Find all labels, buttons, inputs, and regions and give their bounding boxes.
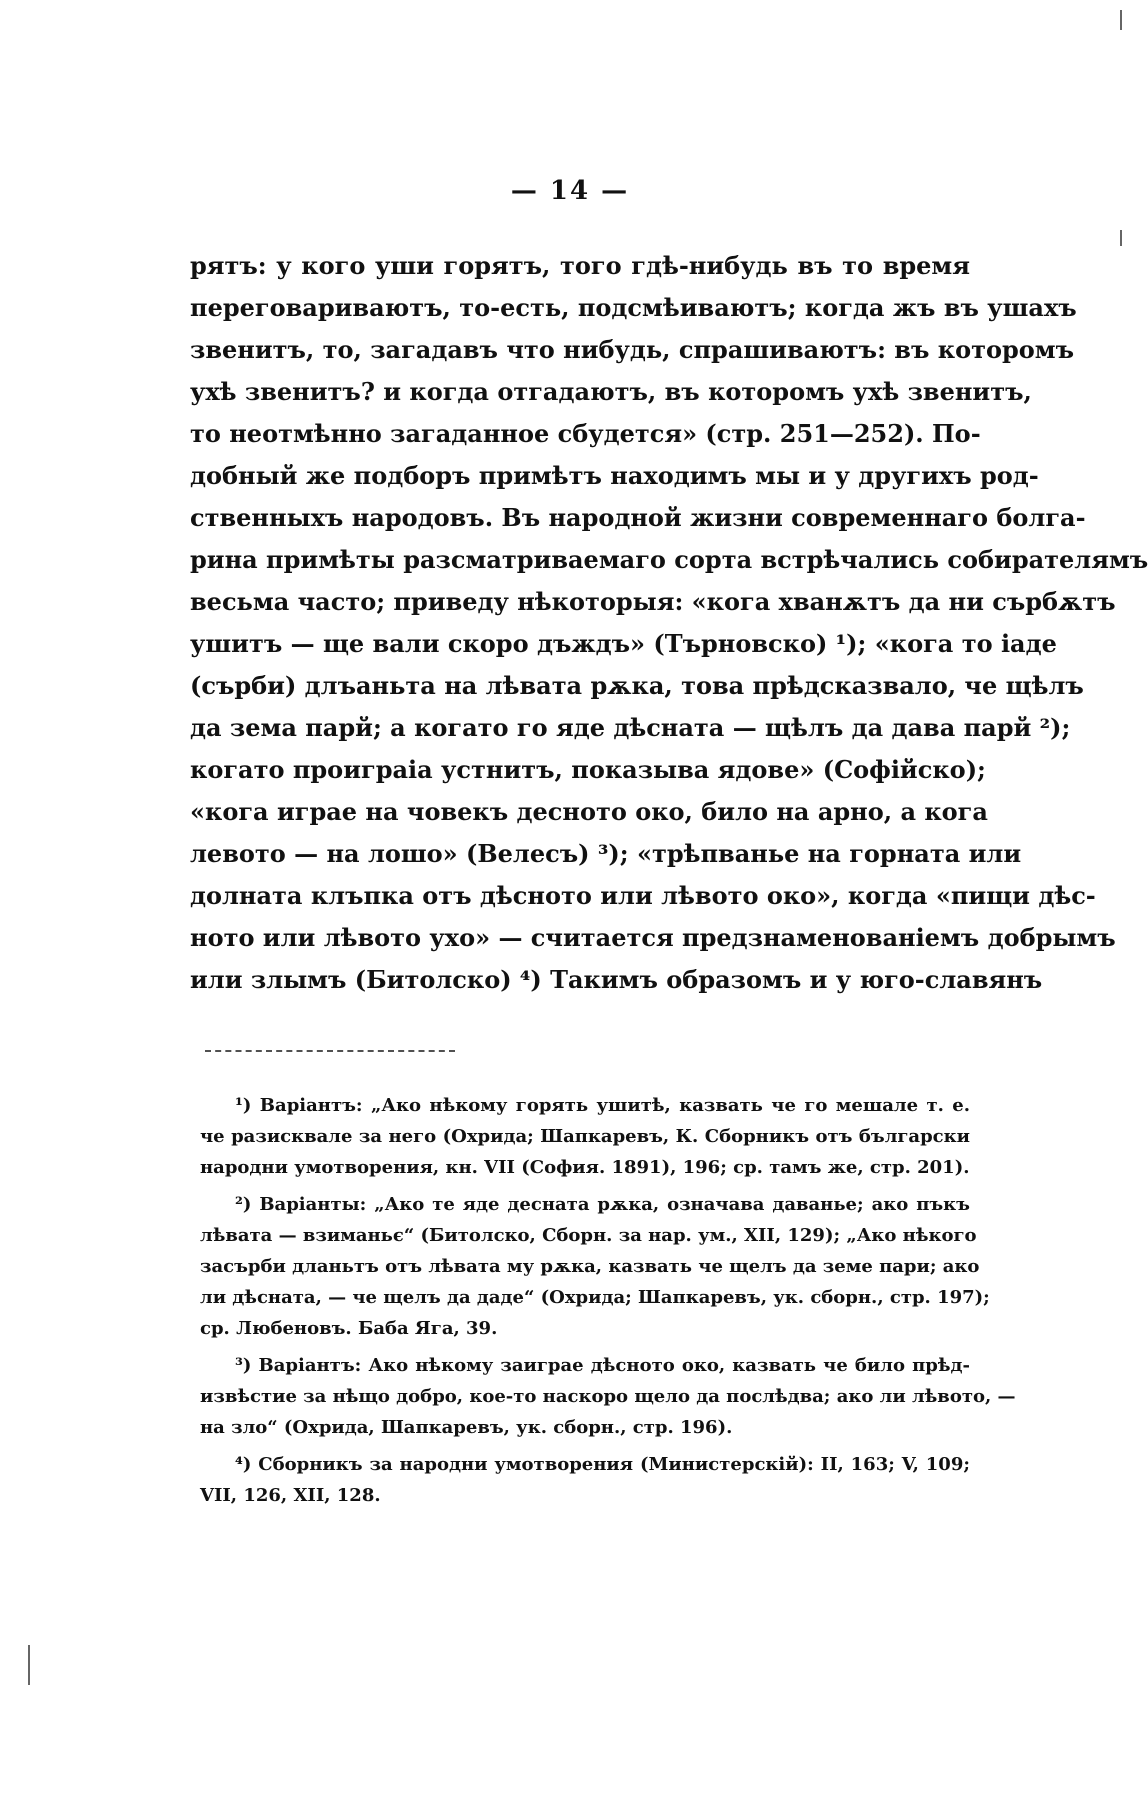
footnote-line: ³) Варіантъ: Ако нѣкому заиграе дѣсното око, казвать че било прѣд- bbox=[235, 1355, 970, 1376]
text-line: или злымъ (Битолско) ⁴) Такимъ образомъ и у юго-славянъ bbox=[190, 965, 1043, 994]
footnote-line: лѣвата — взиманьє“ (Битолско, Сборн. за нар. ум., XII, 129); „Ако нѣкого bbox=[200, 1225, 977, 1246]
text-line: ственныхъ народовъ. Въ народной жизни современнаго болга- bbox=[190, 503, 1086, 532]
scan-margin-mark bbox=[1120, 230, 1122, 246]
text-line: долната клъпка отъ дѣсното или лѣвото око», когда «пищи дѣс- bbox=[190, 881, 1096, 910]
scan-margin-mark bbox=[28, 1645, 30, 1685]
text-line: рина примѣты разсматриваемаго сорта встрѣчались собирателямъ bbox=[190, 545, 1148, 574]
footnote-line: народни умотворения, кн. VII (София. 1891), 196; ср. тамъ же, стр. 201). bbox=[200, 1157, 970, 1178]
footnote-line: че разисквале за него (Охрида; Шапкаревъ, К. Сборникъ отъ български bbox=[200, 1126, 970, 1147]
footnote-line: на зло“ (Охрида, Шапкаревъ, ук. сборн., стр. 196). bbox=[200, 1417, 733, 1438]
footnote-1 bbox=[200, 1090, 970, 1183]
text-line: весьма часто; приведу нѣкоторыя: «кога хванѫтъ да ни сърбѫтъ bbox=[190, 587, 1116, 616]
text-line: звенитъ, то, загадавъ что нибудь, спрашиваютъ: въ которомъ bbox=[190, 335, 1075, 364]
text-line: добный же подборъ примѣтъ находимъ мы и у другихъ род- bbox=[190, 461, 1039, 490]
footnote-line: ср. Любеновъ. Баба Яга, 39. bbox=[200, 1318, 498, 1339]
footnote-3 bbox=[200, 1350, 1016, 1443]
text-line: ушитъ — ще вали скоро дъждъ» (Търновско) ¹); «кога то іаде bbox=[190, 629, 1057, 658]
footnote-line: засърби дланьтъ отъ лѣвата му рѫка, казвать че щелъ да земе пари; ако bbox=[200, 1256, 980, 1277]
footnote-line: ²) Варіанты: „Ако те яде десната рѫка, означава даванье; ако пъкъ bbox=[235, 1194, 970, 1215]
footnote-line: ⁴) Сборникъ за народни умотворения (Министерскій): II, 163; V, 109; bbox=[235, 1454, 970, 1475]
scan-margin-mark bbox=[1120, 10, 1122, 30]
text-line: ното или лѣвото ухо» — считается предзнаменованіемъ добрымъ bbox=[190, 923, 1116, 952]
text-line: когато проиграіа устнитъ, показыва ядове» (Софійско); bbox=[190, 755, 986, 784]
main-text bbox=[190, 245, 1148, 1001]
text-line: да зема парй; а когато го яде дѣсната — щѣлъ да дава парй ²); bbox=[190, 713, 1071, 742]
footnote-4 bbox=[200, 1449, 970, 1511]
footnotes bbox=[200, 1090, 1016, 1511]
text-line: «кога играе на човекъ десното око, било на арно, а кога bbox=[190, 797, 988, 826]
footnote-line: извѣстие за нѣщо добро, кое-то наскоро щело да послѣдва; ако ли лѣвото, — bbox=[200, 1386, 1016, 1407]
text-line: рятъ: у кого уши горятъ, того гдѣ-нибудь въ то время bbox=[190, 251, 970, 280]
footnote-line: ¹) Варіантъ: „Ако нѣкому горять ушитѣ, казвать че го мешале т. е. bbox=[235, 1095, 970, 1116]
footnote-separator bbox=[205, 1050, 455, 1052]
text-line: левото — на лошо» (Велесъ) ³); «трѣпванье на горната или bbox=[190, 839, 1022, 868]
footnote-2 bbox=[200, 1189, 990, 1344]
text-line: переговариваютъ, то-есть, подсмѣиваютъ; когда жъ въ ушахъ bbox=[190, 293, 1077, 322]
text-line: то неотмѣнно загаданное сбудется» (стр. 251—252). По- bbox=[190, 419, 981, 448]
text-line: ухѣ звенитъ? и когда отгадаютъ, въ которомъ ухѣ звенитъ, bbox=[190, 377, 1032, 406]
page-number: — 14 — bbox=[510, 176, 630, 206]
footnote-line: VII, 126, XII, 128. bbox=[200, 1485, 381, 1506]
footnote-line: ли дѣсната, — че щелъ да даде“ (Охрида; Шапкаревъ, ук. сборн., стр. 197); bbox=[200, 1287, 990, 1308]
text-line: (сърби) длъаньта на лѣвата рѫка, това прѣдсказвало, че щѣлъ bbox=[190, 671, 1084, 700]
